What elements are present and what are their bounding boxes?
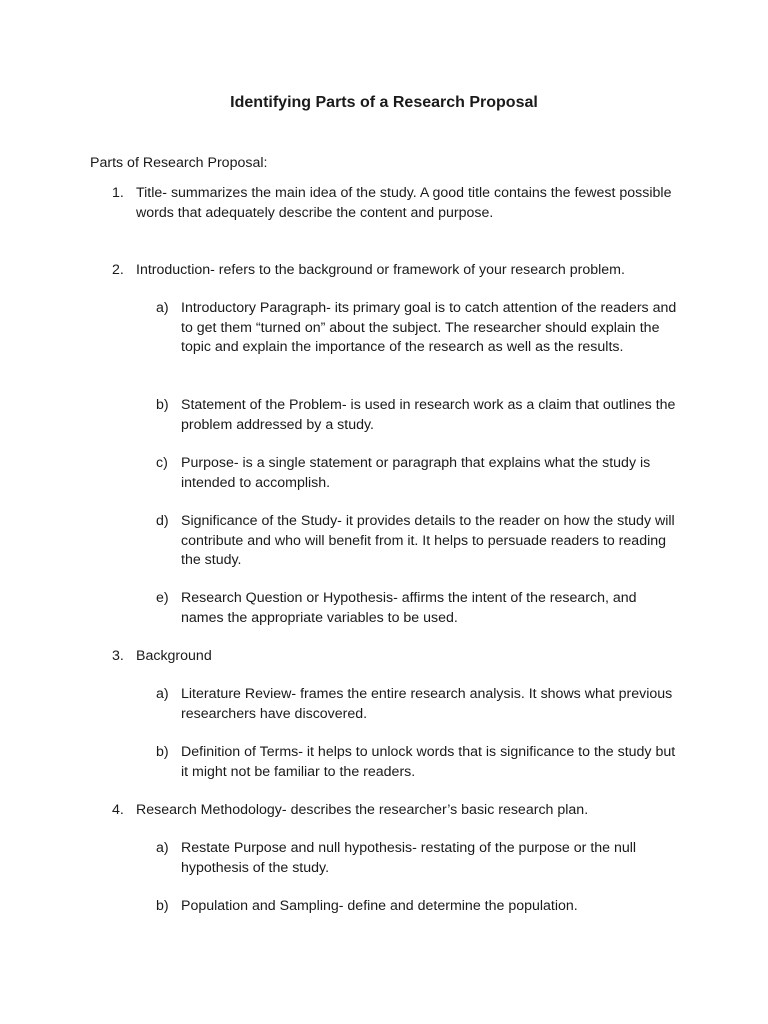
sub-item-text: Definition of Terms- it helps to unlock words that is significance to the study but it might not be familiar to the readers. [181, 744, 676, 780]
sub-item-2a [156, 299, 681, 358]
list-item-text: Background [136, 648, 212, 664]
sub-item-2b [156, 396, 681, 435]
list-marker: 4. [112, 802, 124, 818]
sub-item-text: Purpose- is a single statement or paragraph that explains what the study is intended to accomplish. [181, 455, 651, 491]
sub-item-2c [156, 454, 681, 493]
sub-item-text: Research Question or Hypothesis- affirms the intent of the research, and names the appropriate variables to be used. [181, 590, 637, 626]
sub-item-text: Significance of the Study- it provides details to the reader on how the study will contribute and who will benefit from it. It helps to persuade readers to reading the study. [181, 513, 675, 568]
intro-label: Parts of Research Proposal: [90, 155, 268, 171]
sub-item-text: Population and Sampling- define and determine the population. [181, 898, 578, 914]
sub-marker: d) [156, 513, 169, 529]
sub-marker: e) [156, 590, 169, 606]
sub-item-2e [156, 589, 681, 628]
sub-item-3b [156, 743, 681, 782]
sub-marker: b) [156, 397, 169, 413]
sub-item-4b [156, 897, 681, 917]
list-marker: 2. [112, 262, 124, 278]
sub-item-4a [156, 839, 681, 878]
sub-item-2d [156, 512, 681, 571]
sub-marker: a) [156, 300, 169, 316]
sub-marker: a) [156, 840, 169, 856]
list-item-4 [112, 801, 676, 821]
sub-marker: a) [156, 686, 169, 702]
list-item-2 [112, 261, 676, 281]
list-marker: 1. [112, 185, 124, 201]
document-title: Identifying Parts of a Research Proposal [230, 94, 538, 111]
list-item-text: Title- summarizes the main idea of the study. A good title contains the fewest possible words that adequately describe the content and purpose. [136, 185, 672, 221]
sub-marker: b) [156, 898, 169, 914]
sub-marker: c) [156, 455, 168, 471]
list-item-1 [112, 184, 676, 223]
list-marker: 3. [112, 648, 124, 664]
sub-item-text: Literature Review- frames the entire research analysis. It shows what previous researchers have discovered. [181, 686, 673, 722]
list-item-3 [112, 647, 676, 667]
list-item-text: Research Methodology- describes the researcher’s basic research plan. [136, 802, 589, 818]
sub-item-text: Statement of the Problem- is used in research work as a claim that outlines the problem addressed by a study. [181, 397, 676, 433]
sub-item-text: Introductory Paragraph- its primary goal is to catch attention of the readers and to get them “turned on” about the subject. The researcher should explain the topic and explain the importance of the research as well as the results. [181, 300, 677, 355]
sub-item-text: Restate Purpose and null hypothesis- restating of the purpose or the null hypothesis of the study. [181, 840, 637, 876]
sub-item-3a [156, 685, 681, 724]
sub-marker: b) [156, 744, 169, 760]
list-item-text: Introduction- refers to the background or framework of your research problem. [136, 262, 625, 278]
